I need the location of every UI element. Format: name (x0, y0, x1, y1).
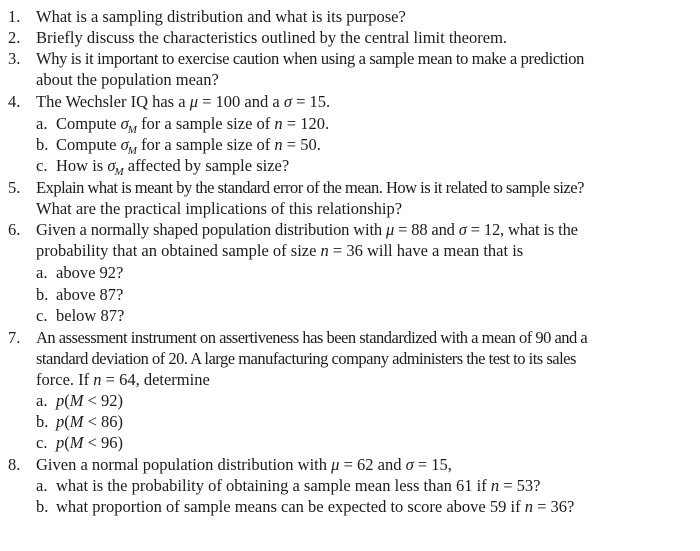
question-number: 2. (8, 28, 21, 47)
sub-question-text: above 92? (56, 263, 124, 282)
sub-question-text: p(M < 92) (56, 391, 124, 410)
sub-question-text: p(M < 96) (56, 433, 124, 452)
sub-question-letter: c. (36, 433, 48, 452)
question-number: 5. (8, 178, 21, 197)
sigma-symbol: σ (283, 92, 292, 111)
sub-question-text: p(M < 86) (56, 412, 124, 431)
question-text: An assessment instrument on assertiveness has been standardized with a mean of 90 and a (36, 328, 588, 347)
sub-question-text: Compute $\sigma_M$ for a sample size of n = 120. (56, 114, 330, 136)
sigma-symbol: σ (107, 156, 116, 175)
sub-question-letter: c. (36, 156, 48, 175)
sub-question-text: How is $\sigma_M$ affected by sample size? (56, 156, 290, 178)
sub-question-letter: b. (36, 497, 49, 516)
subscript: M (127, 145, 137, 157)
question-text-continuation: about the population mean? (36, 70, 219, 89)
subscript: M (127, 124, 137, 136)
sub-question-letter: a. (36, 263, 48, 282)
sub-question-letter: a. (36, 391, 48, 410)
sub-question-letter: a. (36, 114, 48, 133)
sigma-symbol: σ (405, 455, 414, 474)
sub-question-letter: c. (36, 306, 48, 325)
sigma-symbol: σ (458, 220, 467, 239)
question-text: Why is it important to exercise caution when using a sample mean to make a prediction (36, 49, 585, 68)
question-number: 1. (8, 7, 21, 26)
sub-question-letter: b. (36, 135, 49, 154)
question-text: Explain what is meant by the standard error of the mean. How is it related to sample size? (36, 178, 584, 197)
sub-question-letter: a. (36, 476, 48, 495)
question-number: 6. (8, 220, 21, 239)
mu-symbol: μ (331, 455, 340, 474)
question-text-continuation: force. If n = 64, determine (36, 370, 210, 389)
sub-question-text: what proportion of sample means can be expected to score above 59 if n = 36? (56, 497, 575, 516)
sub-question-text: below 87? (56, 306, 125, 325)
sub-question-letter: b. (36, 412, 49, 431)
sigma-symbol: σ (120, 114, 129, 133)
question-number: 8. (8, 455, 21, 474)
subscript: M (114, 166, 124, 178)
question-number: 3. (8, 49, 21, 68)
sub-question-letter: b. (36, 285, 49, 304)
question-number: 7. (8, 328, 21, 347)
sigma-symbol: σ (120, 135, 129, 154)
question-text-continuation: What are the practical implications of this relationship? (36, 199, 403, 218)
sub-question-text: what is the probability of obtaining a sample mean less than 61 if n = 53? (56, 476, 541, 495)
mu-symbol: μ (189, 92, 198, 111)
question-text: Briefly discuss the characteristics outlined by the central limit theorem. (36, 28, 508, 47)
sub-question-text: Compute $\sigma_M$ for a sample size of n = 50. (56, 135, 321, 157)
sub-question-text: above 87? (56, 285, 124, 304)
question-text: Given a normal population distribution with μ = 62 and σ = 15, (36, 455, 452, 474)
question-text: Given a normally shaped population distribution with μ = 88 and σ = 12, what is the (36, 220, 578, 239)
mu-symbol: μ (385, 220, 395, 239)
question-text-continuation: probability that an obtained sample of size n = 36 will have a mean that is (36, 241, 524, 260)
question-text: What is a sampling distribution and what is its purpose? (36, 7, 406, 26)
question-text: The Wechsler IQ has a μ = 100 and a σ = 15. (36, 92, 331, 111)
question-text-continuation: standard deviation of 20. A large manufacturing company administers the test to its sales (36, 349, 576, 368)
question-number: 4. (8, 92, 21, 111)
